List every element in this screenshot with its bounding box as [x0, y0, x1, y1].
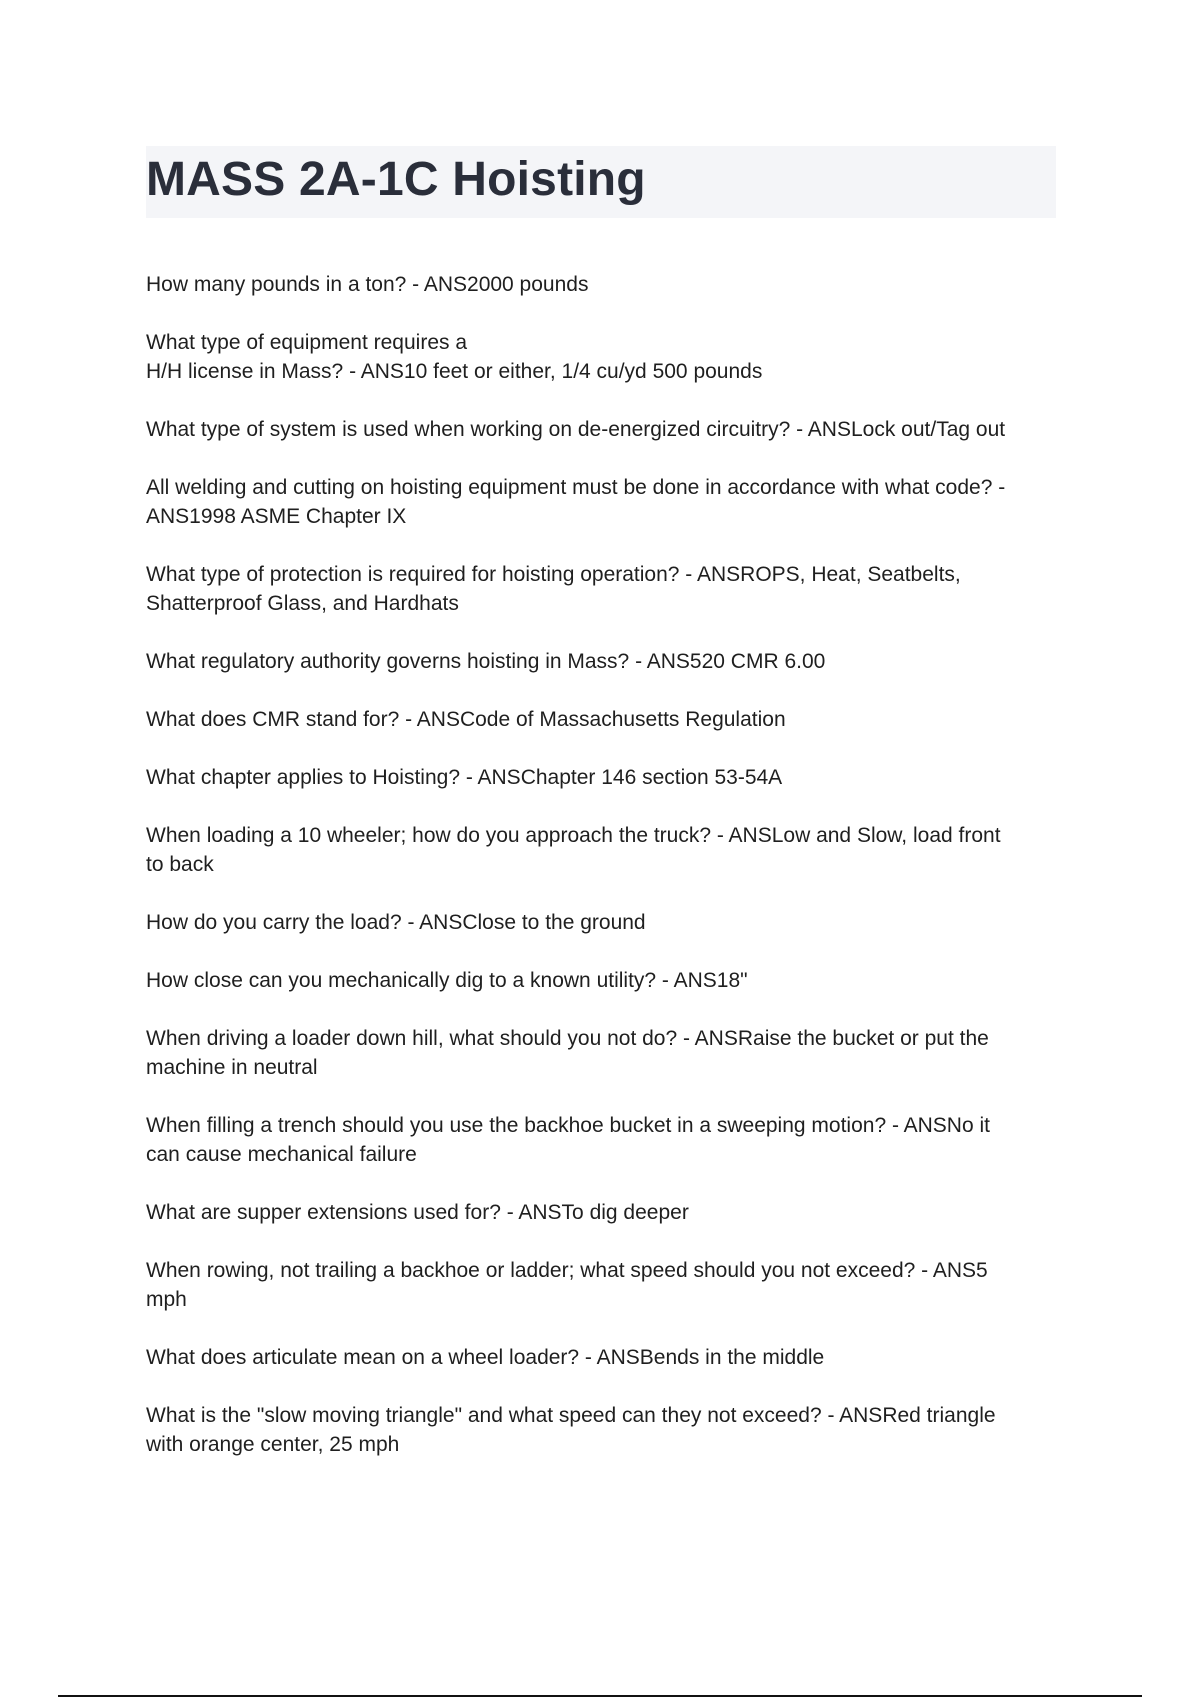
document-title: MASS 2A-1C Hoisting: [146, 153, 646, 206]
qa-item-line: Shatterproof Glass, and Hardhats: [146, 592, 459, 615]
qa-item-line: What regulatory authority governs hoisting in Mass? - ANS520 CMR 6.00: [146, 650, 826, 673]
qa-item-line: What chapter applies to Hoisting? - ANSChapter 146 section 53-54A: [146, 766, 783, 789]
qa-item-line: H/H license in Mass? - ANS10 feet or either, 1/4 cu/yd 500 pounds: [146, 360, 763, 383]
qa-item-line: All welding and cutting on hoisting equipment must be done in accordance with what code? -: [146, 476, 1006, 499]
qa-item-line: How close can you mechanically dig to a known utility? - ANS18": [146, 969, 748, 992]
qa-item-line: What is the "slow moving triangle" and what speed can they not exceed? - ANSRed triangle: [146, 1404, 996, 1427]
qa-item: [146, 560, 1058, 618]
qa-item-line: can cause mechanical failure: [146, 1143, 417, 1166]
qa-item-line: machine in neutral: [146, 1056, 318, 1079]
title-band: [146, 146, 1056, 218]
qa-item: [146, 1343, 1058, 1372]
qa-item: [146, 647, 1058, 676]
qa-item: [146, 328, 1058, 386]
qa-item: [146, 1111, 1058, 1169]
qa-item-line: What type of equipment requires a: [146, 331, 468, 354]
qa-list: [146, 270, 1058, 1488]
qa-item: [146, 705, 1058, 734]
qa-item-line: What are supper extensions used for? - ANSTo dig deeper: [146, 1201, 689, 1224]
qa-item: [146, 1024, 1058, 1082]
qa-item: [146, 1256, 1058, 1314]
qa-item-line: How many pounds in a ton? - ANS2000 pounds: [146, 273, 589, 296]
qa-item-line: When driving a loader down hill, what should you not do? - ANSRaise the bucket or put the: [146, 1027, 989, 1050]
qa-item: [146, 821, 1058, 879]
qa-item: [146, 473, 1058, 531]
qa-item-line: to back: [146, 853, 214, 876]
qa-item-line: When filling a trench should you use the backhoe bucket in a sweeping motion? - ANSNo it: [146, 1114, 990, 1137]
qa-item: [146, 908, 1058, 937]
qa-item: [146, 1198, 1058, 1227]
qa-item-line: with orange center, 25 mph: [146, 1433, 400, 1456]
qa-item-line: When rowing, not trailing a backhoe or ladder; what speed should you not exceed? - ANS5: [146, 1259, 988, 1282]
qa-item: [146, 270, 1058, 299]
qa-item: [146, 1401, 1058, 1459]
qa-item-line: ANS1998 ASME Chapter IX: [146, 505, 407, 528]
qa-item-line: What type of system is used when working on de-energized circuitry? - ANSLock out/Tag out: [146, 418, 1006, 441]
qa-item: [146, 763, 1058, 792]
qa-item-line: What does articulate mean on a wheel loader? - ANSBends in the middle: [146, 1346, 825, 1369]
qa-item-line: mph: [146, 1288, 187, 1311]
page-bottom-divider: [58, 1695, 1142, 1697]
qa-item: [146, 966, 1058, 995]
qa-item: [146, 415, 1058, 444]
qa-item-line: When loading a 10 wheeler; how do you approach the truck? - ANSLow and Slow, load front: [146, 824, 1001, 847]
qa-item-line: How do you carry the load? - ANSClose to the ground: [146, 911, 646, 934]
qa-item-line: What type of protection is required for hoisting operation? - ANSROPS, Heat, Seatbelts,: [146, 563, 961, 586]
qa-item-line: What does CMR stand for? - ANSCode of Massachusetts Regulation: [146, 708, 786, 731]
